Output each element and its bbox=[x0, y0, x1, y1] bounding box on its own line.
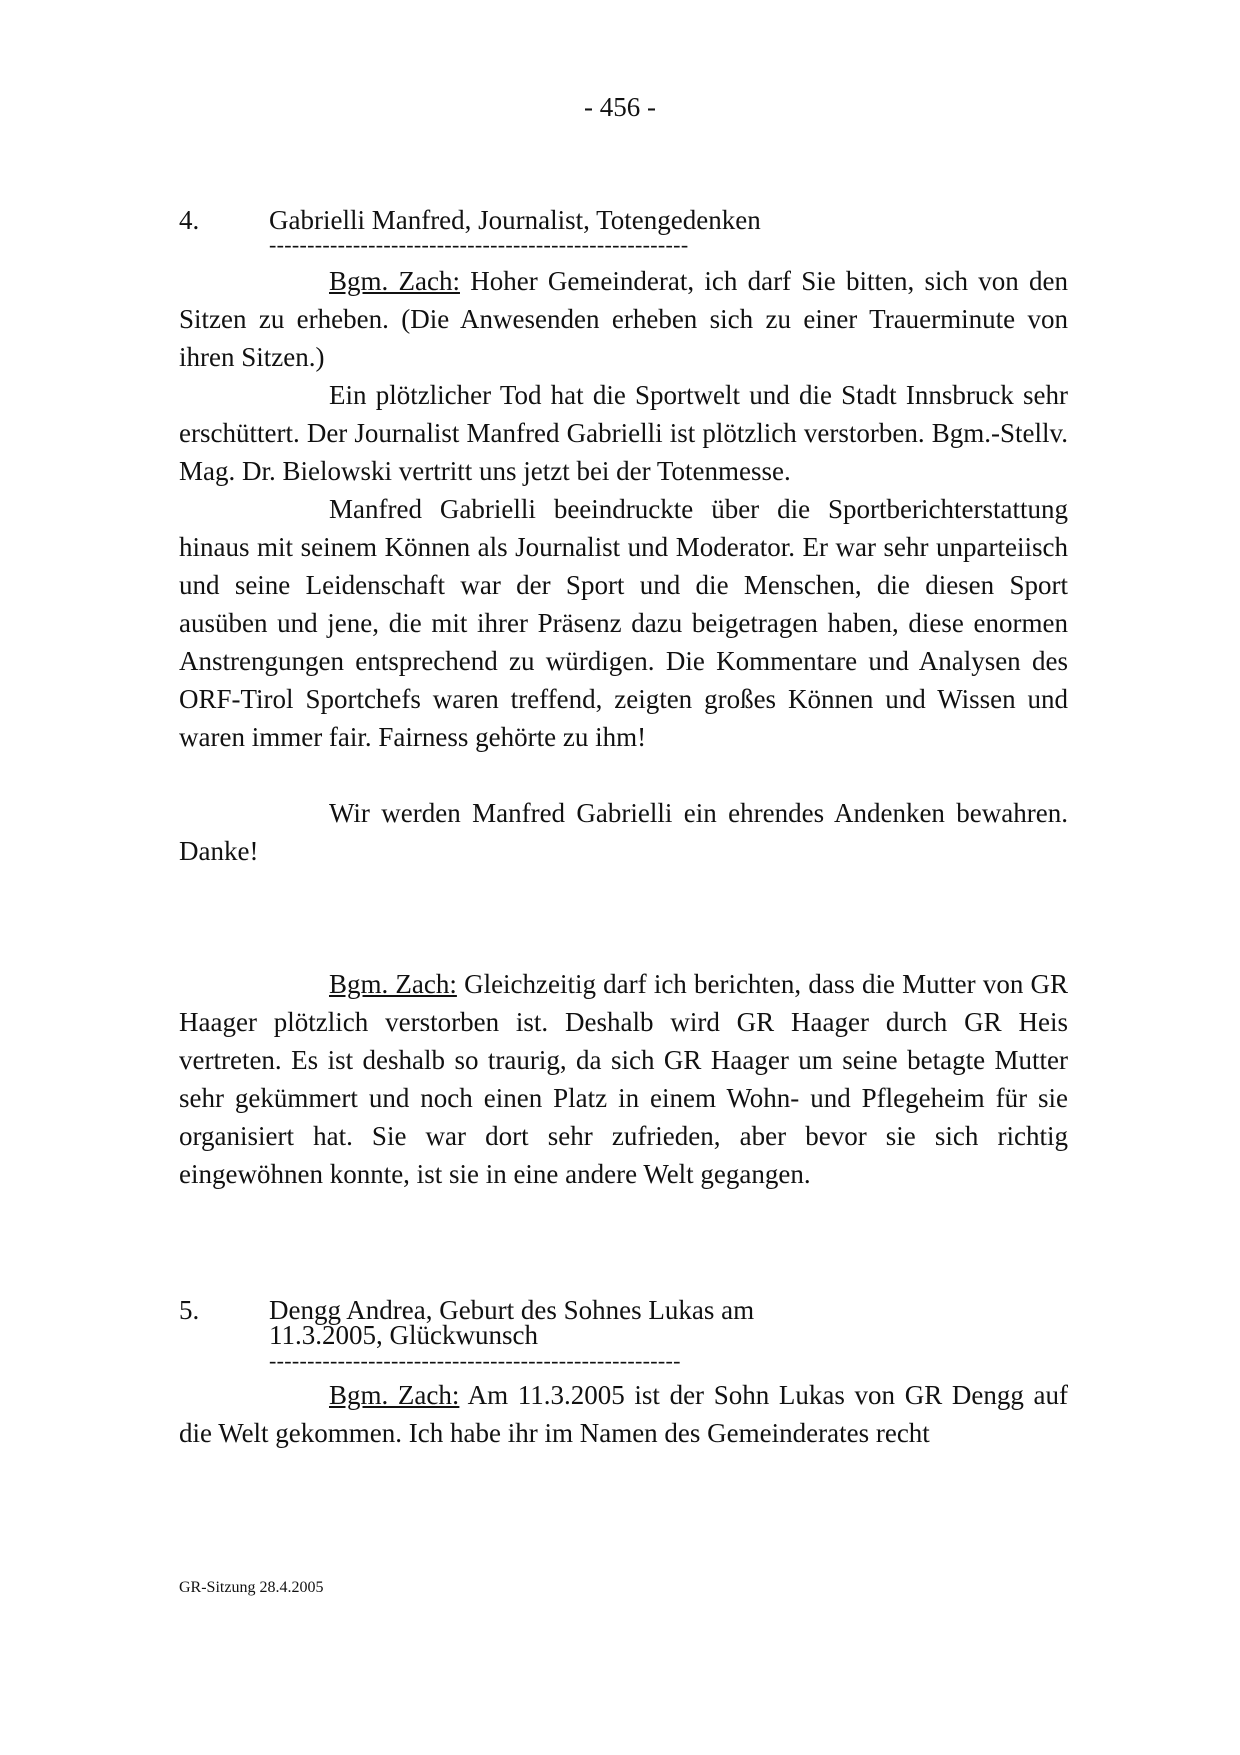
paragraph-5-text: Gleichzeitig darf ich berichten, dass die Mutter von GR Haager plötzlich verstorben ist. Deshalb wird GR Haager durch GR Heis vertreten. Es ist deshalb so traurig, da sich GR Haager um seine betagte Mutter sehr gekümmert und noch einen Platz in einem Wohn- und Pflegeheim für sie organisiert hat. Sie war dort sehr zufrieden, aber bevor sie sich richtig eingewöhnen konnte, ist sie in eine andere Welt gegangen. bbox=[179, 969, 1068, 1189]
page-number: - 456 - bbox=[584, 92, 656, 122]
footer: GR-Sitzung 28.4.2005 bbox=[179, 1579, 324, 1596]
section-5-title-line-2: 11.3.2005, Glückwunsch bbox=[269, 1320, 538, 1350]
paragraph-6 bbox=[179, 1376, 1068, 1452]
section-5-number: 5. bbox=[179, 1295, 200, 1325]
paragraph-6-text: Am 11.3.2005 ist der Sohn Lukas von GR Dengg auf die Welt gekommen. Ich habe ihr im Namen des Gemeinderates recht bbox=[179, 1380, 1068, 1448]
paragraph-1-text: Hoher Gemeinderat, ich darf Sie bitten, sich von den Sitzen zu erheben. (Die Anwesenden erheben sich zu einer Trauerminute von ihren Sitzen.) bbox=[179, 266, 1068, 372]
section-4-rule: ------------------------------------------------------- bbox=[269, 232, 689, 257]
speaker-label: Bgm. Zach: bbox=[329, 1380, 460, 1410]
section-5-rule: ------------------------------------------------------ bbox=[269, 1348, 681, 1373]
section-5-title-line-1: Dengg Andrea, Geburt des Sohnes Lukas am bbox=[269, 1295, 755, 1325]
section-4-number: 4. bbox=[179, 205, 200, 235]
speaker-label: Bgm. Zach: bbox=[329, 266, 460, 296]
paragraph-5 bbox=[179, 965, 1068, 1193]
speaker-label: Bgm. Zach: bbox=[329, 969, 457, 999]
paragraph-4: Wir werden Manfred Gabrielli ein ehrendes Andenken bewahren. Danke! bbox=[179, 798, 1068, 866]
section-4-title: Gabrielli Manfred, Journalist, Totengedenken bbox=[269, 205, 761, 235]
paragraph-1 bbox=[179, 262, 1068, 376]
paragraph-3: Manfred Gabrielli beeindruckte über die Sportberichterstattung hinaus mit seinem Können als Journalist und Moderator. Er war sehr unparteiisch und seine Leidenschaft war der Sport und die Menschen, die diesen Sport ausüben und jene, die mit ihrer Präsenz dazu beigetragen haben, diese enormen Anstrengungen entsprechend zu würdigen. Die Kommentare und Analysen des ORF-Tirol Sportchefs waren treffend, zeigten großes Können und Wissen und waren immer fair. Fairness gehörte zu ihm! bbox=[179, 494, 1068, 752]
paragraph-2: Ein plötzlicher Tod hat die Sportwelt und die Stadt Innsbruck sehr erschüttert. Der Journalist Manfred Gabrielli ist plötzlich verstorben. Bgm.-Stellv. Mag. Dr. Bielowski vertritt uns jetzt bei der Totenmesse. bbox=[179, 380, 1068, 486]
